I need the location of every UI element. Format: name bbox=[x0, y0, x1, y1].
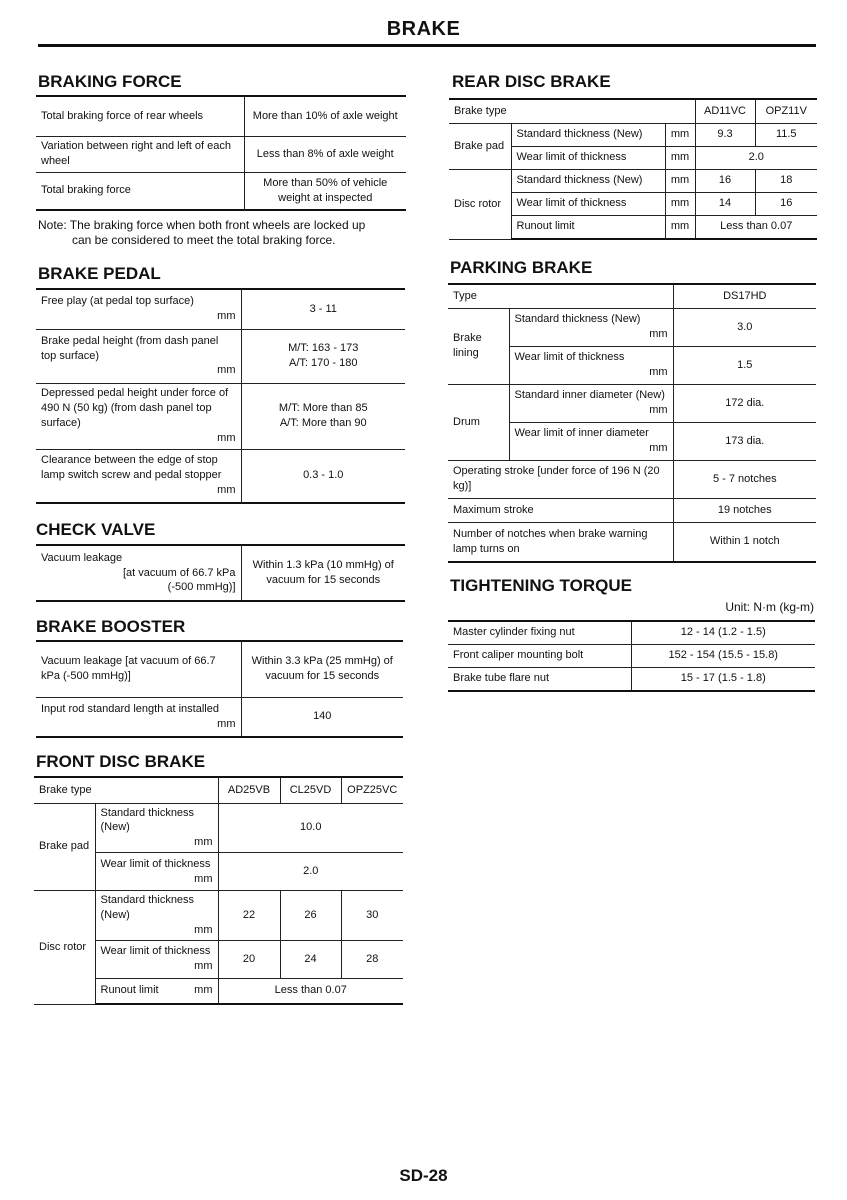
row-label: Depressed pedal height under force of 490 N (50 kg) (from dash panel top surface) mm bbox=[36, 383, 241, 449]
row-label: Master cylinder fixing nut bbox=[448, 621, 631, 644]
spec-label: Wear limit of thickness bbox=[511, 192, 665, 215]
spec-value: 3.0 bbox=[673, 308, 816, 346]
type-value: DS17HD bbox=[673, 284, 816, 308]
spec-value: Less than 0.07 bbox=[695, 215, 817, 239]
row-label: Total braking force bbox=[36, 172, 244, 210]
spec-label: Maximum stroke bbox=[448, 498, 673, 522]
model-header: OPZ25VC bbox=[341, 777, 403, 803]
page-title: BRAKE bbox=[386, 18, 461, 40]
row-label: Clearance between the edge of stop lamp switch screw and pedal stopper mm bbox=[36, 449, 241, 503]
spec-value: 5 - 7 notches bbox=[673, 460, 816, 498]
torque-table bbox=[448, 620, 815, 692]
spec-label: Standard thickness (New) bbox=[511, 123, 665, 146]
spec-value: 16 bbox=[755, 192, 817, 215]
row-label: Total braking force of rear wheels bbox=[36, 96, 244, 136]
spec-value: 172 dia. bbox=[673, 384, 816, 422]
row-label: Vacuum leakage [at vacuum of 66.7 kPa (-500 mmHg)] bbox=[36, 641, 241, 697]
table-row bbox=[449, 123, 817, 146]
row-label: Vacuum leakage [at vacuum of 66.7 kPa (-500 mmHg)] bbox=[36, 545, 241, 601]
spec-value: 11.5 bbox=[755, 123, 817, 146]
table-row bbox=[449, 169, 817, 192]
rear-disc-table bbox=[449, 98, 817, 240]
front-disc-table bbox=[34, 776, 403, 1005]
rotor-label: Disc rotor bbox=[34, 891, 95, 1005]
spec-value: 14 bbox=[695, 192, 755, 215]
spec-value: 16 bbox=[695, 169, 755, 192]
table-row bbox=[34, 777, 403, 803]
spec-value: 26 bbox=[280, 891, 341, 941]
type-label: Type bbox=[448, 284, 673, 308]
drum-label: Drum bbox=[448, 384, 509, 460]
model-header: CL25VD bbox=[280, 777, 341, 803]
row-value: M/T: More than 85 A/T: More than 90 bbox=[241, 383, 405, 449]
row-value: Less than 8% of axle weight bbox=[244, 136, 406, 172]
row-label: Brake pedal height (from dash panel top surface) mm bbox=[36, 329, 241, 383]
table-row bbox=[448, 460, 816, 498]
table-row bbox=[36, 172, 406, 210]
table-row bbox=[36, 289, 405, 329]
table-row bbox=[34, 803, 403, 853]
table-row bbox=[36, 383, 405, 449]
table-row bbox=[448, 384, 816, 422]
table-row bbox=[448, 522, 816, 562]
unit-label: mm bbox=[665, 192, 695, 215]
braking-force-note: Note: The braking force when both front wheels are locked up bbox=[38, 218, 366, 232]
table-row bbox=[36, 96, 406, 136]
spec-label: Operating stroke [under force of 196 N (20 kg)] bbox=[448, 460, 673, 498]
table-row bbox=[36, 641, 403, 697]
brake-pedal-table bbox=[36, 288, 405, 504]
spec-value: 24 bbox=[280, 940, 341, 978]
table-row bbox=[36, 697, 403, 737]
row-label: Front caliper mounting bolt bbox=[448, 644, 631, 667]
spec-value: Within 1 notch bbox=[673, 522, 816, 562]
page-number: SD-28 bbox=[399, 1166, 448, 1185]
unit-label: mm bbox=[665, 146, 695, 169]
torque-title: TIGHTENING TORQUE bbox=[450, 576, 632, 595]
spec-value: 173 dia. bbox=[673, 422, 816, 460]
header-rule bbox=[38, 44, 816, 47]
brake-type-label: Brake type bbox=[449, 99, 695, 123]
spec-label: Number of notches when brake warning lamp turns on bbox=[448, 522, 673, 562]
braking-force-title: BRAKING FORCE bbox=[38, 72, 182, 91]
spec-value: 28 bbox=[341, 940, 403, 978]
row-value: 15 - 17 (1.5 - 1.8) bbox=[631, 667, 815, 691]
table-row bbox=[448, 498, 816, 522]
row-value: 0.3 - 1.0 bbox=[241, 449, 405, 503]
torque-unit: Unit: N·m (kg-m) bbox=[725, 600, 814, 614]
table-row bbox=[448, 644, 815, 667]
brake-booster-table bbox=[36, 640, 403, 738]
model-header: AD11VC bbox=[695, 99, 755, 123]
row-value: 3 - 11 bbox=[241, 289, 405, 329]
spec-label: Runout limit bbox=[511, 215, 665, 239]
table-row bbox=[448, 284, 816, 308]
row-label: Variation between right and left of each wheel bbox=[36, 136, 244, 172]
front-disc-title: FRONT DISC BRAKE bbox=[36, 752, 206, 771]
brake-type-label: Brake type bbox=[34, 777, 218, 803]
braking-force-note-2: can be considered to meet the total braking force. bbox=[72, 233, 336, 247]
spec-label: Wear limit of inner diameter mm bbox=[509, 422, 673, 460]
brake-pedal-title: BRAKE PEDAL bbox=[38, 264, 161, 283]
spec-label: Runout limit mm bbox=[95, 978, 218, 1004]
row-label: Input rod standard length at installed mm bbox=[36, 697, 241, 737]
unit-label: mm bbox=[665, 123, 695, 146]
rear-disc-title: REAR DISC BRAKE bbox=[452, 72, 611, 91]
unit-label: mm bbox=[665, 215, 695, 239]
table-row bbox=[36, 545, 405, 601]
brake-booster-title: BRAKE BOOSTER bbox=[36, 617, 186, 636]
spec-value: 22 bbox=[218, 891, 280, 941]
spec-value: 2.0 bbox=[218, 853, 403, 891]
row-value: 12 - 14 (1.2 - 1.5) bbox=[631, 621, 815, 644]
row-value: 152 - 154 (15.5 - 15.8) bbox=[631, 644, 815, 667]
table-row bbox=[34, 891, 403, 941]
table-row bbox=[448, 308, 816, 346]
rotor-label: Disc rotor bbox=[449, 169, 511, 239]
lining-label: Brake lining bbox=[448, 308, 509, 384]
row-value: More than 50% of vehicle weight at inspected bbox=[244, 172, 406, 210]
spec-value: 1.5 bbox=[673, 346, 816, 384]
spec-value: 9.3 bbox=[695, 123, 755, 146]
spec-label: Wear limit of thickness mm bbox=[95, 940, 218, 978]
parking-brake-title: PARKING BRAKE bbox=[450, 258, 593, 277]
spec-label: Wear limit of thickness bbox=[511, 146, 665, 169]
row-value: Within 1.3 kPa (10 mmHg) of vacuum for 15 seconds bbox=[241, 545, 405, 601]
table-row bbox=[448, 621, 815, 644]
spec-label: Wear limit of thickness mm bbox=[509, 346, 673, 384]
row-value: M/T: 163 - 173 A/T: 170 - 180 bbox=[241, 329, 405, 383]
spec-label: Standard thickness (New) bbox=[511, 169, 665, 192]
check-valve-table bbox=[36, 544, 405, 602]
spec-label: Standard inner diameter (New) mm bbox=[509, 384, 673, 422]
pad-label: Brake pad bbox=[34, 803, 95, 891]
spec-label: Wear limit of thickness mm bbox=[95, 853, 218, 891]
pad-label: Brake pad bbox=[449, 123, 511, 169]
spec-value: 18 bbox=[755, 169, 817, 192]
spec-label: Standard thickness (New) mm bbox=[95, 891, 218, 941]
table-row bbox=[36, 449, 405, 503]
spec-label: Standard thickness (New) mm bbox=[95, 803, 218, 853]
parking-brake-table bbox=[448, 283, 816, 563]
table-row bbox=[448, 667, 815, 691]
row-label: Brake tube flare nut bbox=[448, 667, 631, 691]
check-valve-title: CHECK VALVE bbox=[36, 520, 156, 539]
table-row bbox=[36, 329, 405, 383]
row-value: More than 10% of axle weight bbox=[244, 96, 406, 136]
row-value: Within 3.3 kPa (25 mmHg) of vacuum for 15 seconds bbox=[241, 641, 403, 697]
spec-value: 30 bbox=[341, 891, 403, 941]
row-label: Free play (at pedal top surface) mm bbox=[36, 289, 241, 329]
spec-value: 2.0 bbox=[695, 146, 817, 169]
table-row bbox=[36, 136, 406, 172]
unit-label: mm bbox=[665, 169, 695, 192]
model-header: AD25VB bbox=[218, 777, 280, 803]
spec-value: 10.0 bbox=[218, 803, 403, 853]
spec-value: 19 notches bbox=[673, 498, 816, 522]
table-row bbox=[449, 99, 817, 123]
spec-value: Less than 0.07 bbox=[218, 978, 403, 1004]
braking-force-table bbox=[36, 95, 406, 211]
spec-label: Standard thickness (New) mm bbox=[509, 308, 673, 346]
spec-value: 20 bbox=[218, 940, 280, 978]
model-header: OPZ11V bbox=[755, 99, 817, 123]
row-value: 140 bbox=[241, 697, 403, 737]
